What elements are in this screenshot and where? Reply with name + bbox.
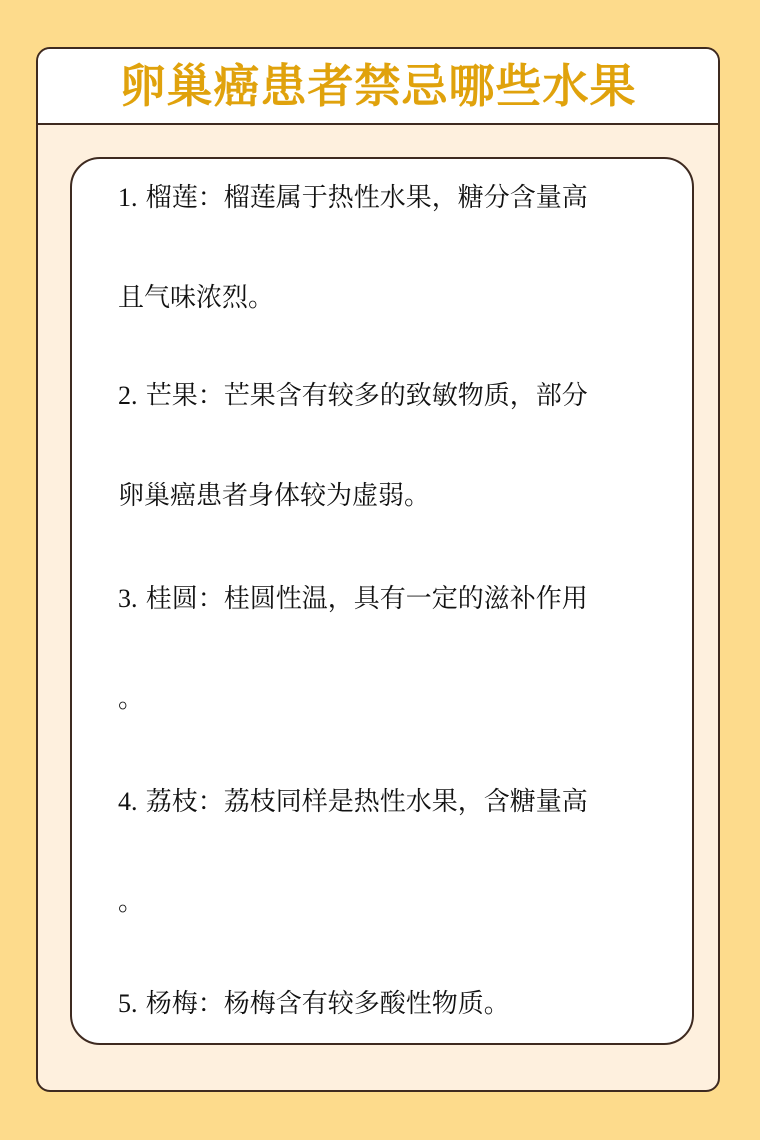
list-item-5-line-1 xyxy=(118,991,510,1017)
list-item-1-line-2: 且气味浓烈。 xyxy=(118,283,275,313)
list-item-2-text: 芒果：芒果含有较多的致敏物质，部分 xyxy=(137,381,588,411)
list-item-4-number: 4. xyxy=(118,787,138,816)
list-item-4-line-2: 。 xyxy=(118,887,145,917)
list-item-4-text: 荔枝：荔枝同样是热性水果，含糖量高 xyxy=(137,787,588,817)
list-item-3-text: 桂圆：桂圆性温，具有一定的滋补作用 xyxy=(137,584,588,614)
content-card xyxy=(36,47,720,1092)
fruit-list-panel xyxy=(70,157,694,1045)
list-item-5-text: 杨梅：杨梅含有较多酸性物质。 xyxy=(137,989,510,1019)
page-title: 卵巢癌患者禁忌哪些水果 xyxy=(119,59,637,113)
list-item-2-line-2: 卵巢癌患者身体较为虚弱。 xyxy=(118,481,431,511)
list-item-4-line-1 xyxy=(118,789,588,815)
list-item-2-number: 2. xyxy=(118,381,138,410)
list-item-1-number: 1. xyxy=(118,183,138,212)
list-item-3-number: 3. xyxy=(118,584,138,613)
list-item-5-number: 5. xyxy=(118,989,138,1018)
list-item-3-line-2: 。 xyxy=(118,684,145,714)
title-bar xyxy=(38,49,718,125)
list-item-2-line-1 xyxy=(118,383,588,409)
list-item-1-line-1 xyxy=(118,185,588,211)
list-item-3-line-1 xyxy=(118,586,588,612)
list-item-1-text: 榴莲：榴莲属于热性水果，糖分含量高 xyxy=(137,183,588,213)
